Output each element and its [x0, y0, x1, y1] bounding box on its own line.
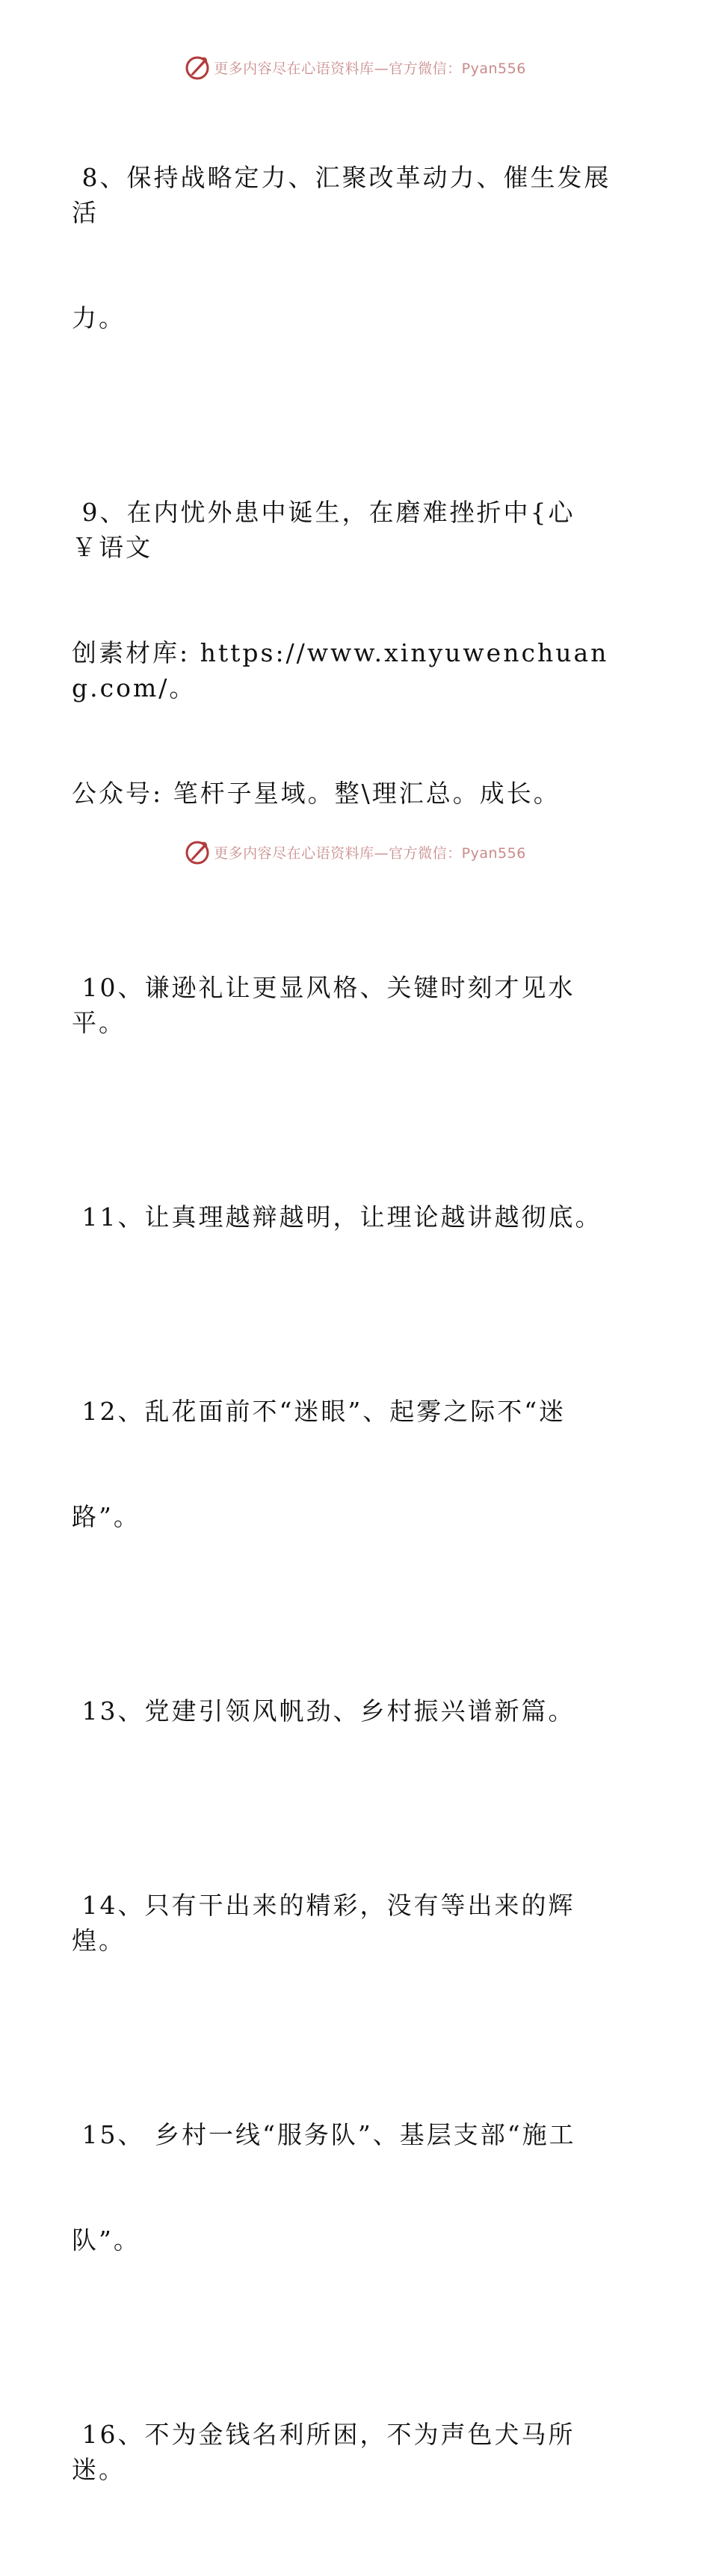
banner-text: 更多内容尽在心语资料库—官方微信：Pyan556 — [214, 60, 526, 77]
paragraph-8 — [72, 90, 625, 406]
paragraph-16 — [72, 2347, 625, 2557]
text-line: 15、 乡村一线“服务队”、基层支部“施工 — [72, 2120, 576, 2149]
paragraph-10 — [72, 900, 625, 1111]
text-line: 14、只有干出来的精彩，没有等出来的辉煌。 — [72, 1891, 575, 1955]
banner-text: 更多内容尽在心语资料库—官方微信：Pyan556 — [214, 844, 526, 862]
text-line: 9、在内忧外患中诞生，在磨难挫折中{心￥语文 — [72, 498, 575, 562]
text-line: 11、让真理越辩越明，让理论越讲越彻底。 — [72, 1202, 602, 1232]
paragraph-11 — [72, 1129, 625, 1305]
document-body — [72, 90, 625, 2576]
paragraph-15 — [72, 2047, 625, 2328]
text-line: 13、党建引领风帆劲、乡村振兴谱新篇。 — [72, 1696, 575, 1726]
text-line: 12、乱花面前不“迷眼”、起雾之际不“迷 — [72, 1397, 567, 1426]
text-line: 10、谦逊礼让更显风格、关键时刻才见水平。 — [72, 973, 575, 1037]
header-banner — [0, 51, 710, 84]
paragraph-12 — [72, 1323, 625, 1604]
paragraph-14 — [72, 1817, 625, 2028]
text-line: 公众号: 笔杆子星域。整\理汇总。成长。 — [72, 779, 561, 808]
text-line: 队”。 — [72, 2226, 141, 2255]
paragraph-9 — [72, 424, 625, 881]
text-line: 创素材库: https://www.xinyuwenchuang.com/。 — [72, 638, 609, 702]
footer-banner — [0, 835, 710, 868]
quill-seal-icon — [184, 54, 211, 81]
paragraph-13 — [72, 1623, 625, 1799]
text-line: 路”。 — [72, 1502, 141, 1531]
text-line: 16、不为金钱名利所困，不为声色犬马所迷。 — [72, 2420, 575, 2484]
text-line: 8、保持战略定力、汇聚改革动力、催生发展活 — [72, 163, 611, 227]
text-line: 力。 — [72, 303, 126, 333]
quill-seal-icon — [184, 838, 211, 865]
